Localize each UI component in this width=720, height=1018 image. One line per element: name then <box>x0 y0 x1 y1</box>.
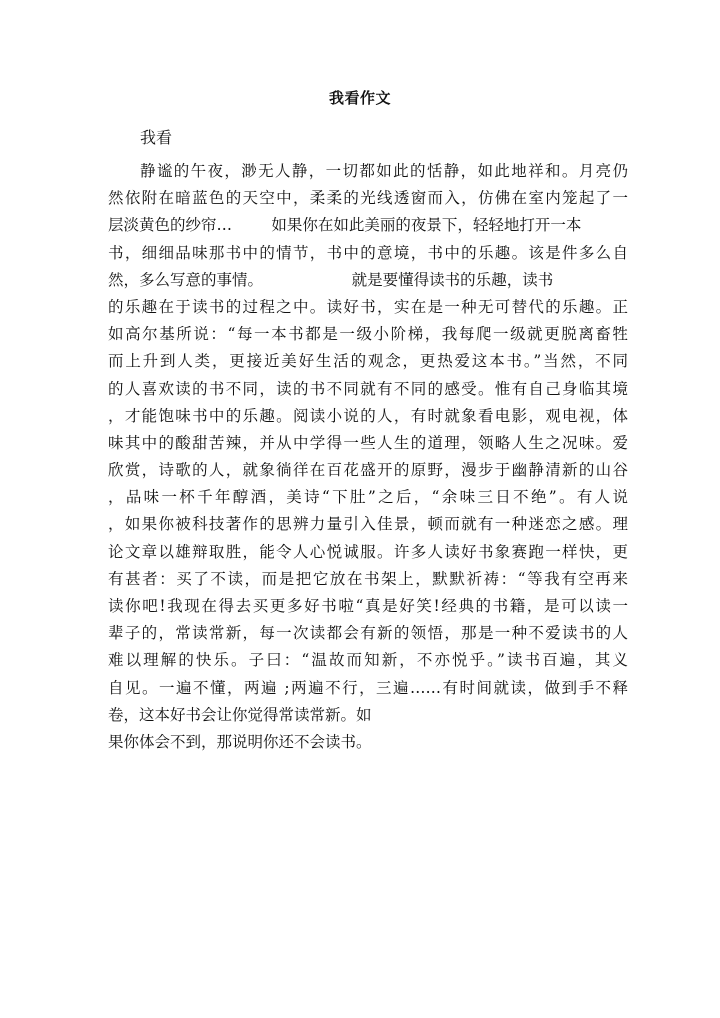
body-line: 而上升到人类，更接近美好生活的观念，更热爱这本书。”当然，不同 <box>108 352 628 371</box>
body-line: 书，细细品味那书中的情节，书中的意境，书中的乐趣。该是件多么自 <box>108 243 628 262</box>
body-line: 然依附在暗蓝色的天空中，柔柔的光线透窗而入，仿佛在室内笼起了一 <box>108 189 628 208</box>
body-line: 欣赏，诗歌的人，就象徜徉在百花盛开的原野，漫步于幽静清新的山谷 <box>108 461 628 480</box>
body-line: 辈子的，常读常新，每一次读都会有新的领悟，那是一种不爱读书的人 <box>108 624 628 643</box>
document-title: 我看作文 <box>328 89 391 107</box>
body-line: 的乐趣在于读书的过程之中。读好书，实在是一种无可替代的乐趣。正 <box>108 297 628 316</box>
body-line: 难以理解的快乐。子曰：“温故而知新，不亦悦乎。”读书百遍，其义 <box>108 651 628 670</box>
body-line: 然，多么写意的事情。 就是要懂得读书的乐趣，读书 <box>108 270 554 289</box>
body-line: 自见。一遍不懂，两遍 ;两遍不行，三遍……有时间就读，做到手不释 <box>108 678 628 697</box>
body-line: 层淡黄色的纱帘… 如果你在如此美丽的夜景下，轻轻地打开一本 <box>108 216 582 235</box>
body-line: 味其中的酸甜苦辣，并从中学得一些人生的道理，领略人生之况味。爱 <box>108 433 628 452</box>
body-line: 论文章以雄辩取胜，能令人心悦诚服。许多人读好书象赛跑一样快，更 <box>108 542 628 561</box>
body-line: 卷，这本好书会让你觉得常读常新。如 <box>108 705 372 724</box>
body-line: 有甚者：买了不读，而是把它放在书架上，默默祈祷：“等我有空再来 <box>108 569 628 588</box>
body-line: 果你体会不到，那说明你还不会读书。 <box>108 732 372 751</box>
body-line: 静谧的午夜，渺无人静，一切都如此的恬静，如此地祥和。月亮仍 <box>140 162 628 180</box>
body-line: 的人喜欢读的书不同，读的书不同就有不同的感受。惟有自己身临其境 <box>108 379 628 398</box>
document-body <box>108 158 628 756</box>
body-line: 如高尔基所说：“每一本书都是一级小阶梯，我每爬一级就更脱离畜牲 <box>108 325 628 344</box>
body-line: ，才能饱味书中的乐趣。阅读小说的人，有时就象看电影，观电视，体 <box>108 406 628 425</box>
body-line: ，品味一杯千年醇酒，美诗“下肚”之后，“余味三日不绝”。有人说 <box>108 488 628 507</box>
body-line: 读你吧!我现在得去买更多好书啦“真是好笑!经典的书籍，是可以读一 <box>108 597 628 615</box>
document-subtitle: 我看 <box>140 128 173 147</box>
body-line: ，如果你被科技著作的思辨力量引入佳景，顿而就有一种迷恋之感。理 <box>108 515 628 534</box>
